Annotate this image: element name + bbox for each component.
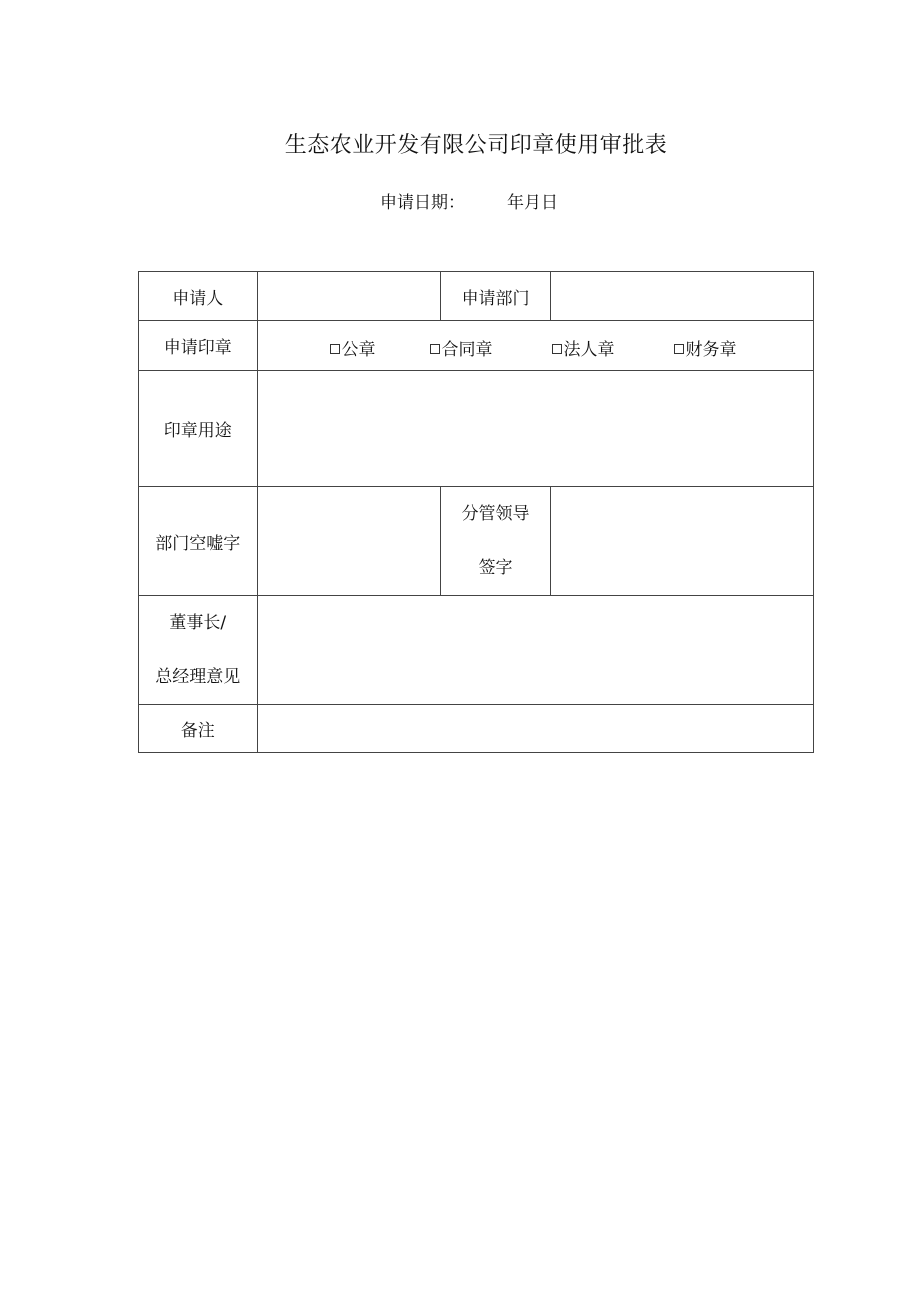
seal-option-label: 法人章 [563,340,615,360]
table-row [139,272,814,321]
date-label: 申请日期： [380,193,465,213]
dept-sign-label: 部门空嘘字 [139,487,258,596]
leader-sign-label [441,487,550,596]
chairman-opinion-field[interactable] [257,596,813,705]
seal-option-finance[interactable] [674,335,737,360]
table-row [139,487,814,596]
checkbox-icon[interactable] [674,344,684,354]
seal-option-label: 财务章 [685,340,737,360]
checkbox-icon[interactable] [430,344,440,354]
seal-option-official[interactable] [330,335,376,360]
dept-sign-field[interactable] [257,487,441,596]
department-field[interactable] [550,272,813,321]
remarks-field[interactable] [257,705,813,753]
chairman-label-line2: 总经理意见 [155,667,241,687]
leader-sign-label-line1: 分管领导 [461,504,530,524]
approval-form-table [138,271,814,753]
table-row [139,596,814,705]
chairman-opinion-label [139,596,258,705]
purpose-field[interactable] [257,371,813,487]
page-title: 生态农业开发有限公司印章使用审批表 [284,133,668,158]
table-row [139,321,814,371]
seal-option-label: 公章 [341,340,376,360]
table-row [139,705,814,753]
seal-options-cell [257,321,813,371]
applicant-field[interactable] [257,272,441,321]
purpose-label: 印章用途 [139,371,258,487]
checkbox-icon[interactable] [330,344,340,354]
table-row [139,371,814,487]
seal-option-contract[interactable] [430,335,493,360]
applicant-label: 申请人 [139,272,258,321]
seal-label: 申请印章 [139,321,258,371]
leader-sign-label-line2: 签字 [478,558,513,578]
seal-option-label: 合同章 [441,340,493,360]
remarks-label: 备注 [139,705,258,753]
checkbox-icon[interactable] [552,344,562,354]
department-label: 申请部门 [441,272,550,321]
application-date [380,188,558,213]
leader-sign-field[interactable] [550,487,813,596]
seal-option-legal-rep[interactable] [552,335,615,360]
date-value: 年月日 [507,193,558,213]
chairman-label-line1: 董事长/ [169,613,227,633]
